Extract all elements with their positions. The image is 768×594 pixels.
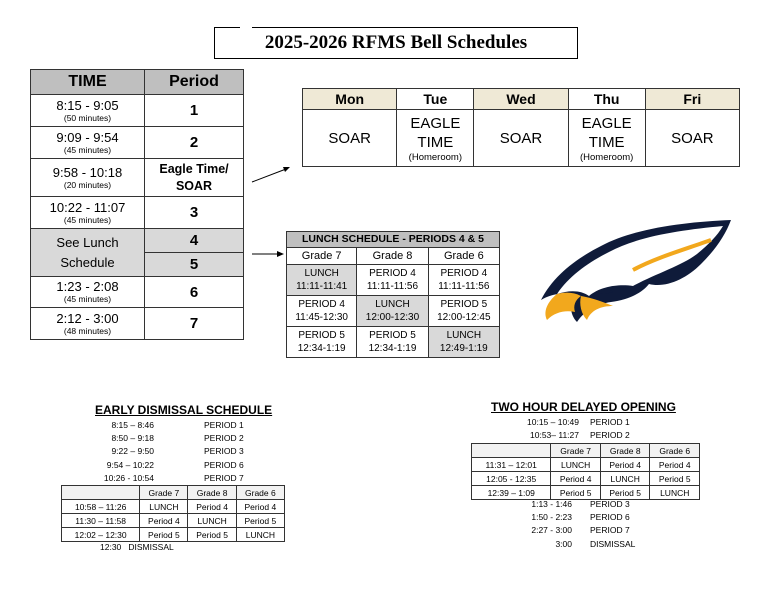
- delayed-opening-title: TWO HOUR DELAYED OPENING: [491, 400, 676, 414]
- grade-header: Grade 6: [236, 486, 284, 500]
- grade-header: Grade 8: [357, 248, 428, 265]
- period-header: Period: [145, 70, 244, 95]
- arrow-head-icon: [277, 251, 284, 257]
- list-item: 8:15 – 8:46 PERIOD 1: [111, 420, 244, 430]
- lunch-cell: LUNCH 11:11-11:41: [287, 265, 357, 296]
- early-dismissal-list: [96, 419, 244, 485]
- list-item: 10:15 – 10:49 PERIOD 1: [527, 417, 630, 427]
- lunch-table-title: LUNCH SCHEDULE - PERIODS 4 & 5: [287, 232, 500, 248]
- blank-header: [62, 486, 140, 500]
- lunch-cell: PERIOD 4 11:45-12:30: [287, 296, 357, 327]
- day-header: Fri: [645, 89, 739, 110]
- list-item: 10:53– 11:27 PERIOD 2: [530, 430, 630, 441]
- grade-header: Grade 6: [650, 444, 700, 458]
- time-cell: 8:15 - 9:05 (50 minutes): [31, 95, 145, 127]
- time-header: TIME: [31, 70, 145, 95]
- time-cell: 1:23 - 2:08 (45 minutes): [31, 277, 145, 308]
- early-dismissal-title: EARLY DISMISSAL SCHEDULE: [95, 403, 273, 417]
- grade-header: Grade 8: [188, 486, 236, 500]
- day-activity-cell: SOAR: [645, 110, 739, 167]
- period-cell: 4: [145, 229, 244, 253]
- title-border-gap: [240, 22, 252, 30]
- lunch-cell: PERIOD 4 11:11-11:56: [428, 265, 499, 296]
- lunch-cell: PERIOD 5 12:00-12:45: [428, 296, 499, 327]
- eagle-head-icon: [535, 214, 735, 326]
- period-cell: Eagle Time/ SOAR: [145, 159, 244, 197]
- lunch-cell: LUNCH 12:00-12:30: [357, 296, 428, 327]
- period-cell: 3: [145, 197, 244, 229]
- table-row: 12:02 – 12:30 Period 5 Period 5 LUNCH: [62, 528, 285, 542]
- grade-header: Grade 6: [428, 248, 499, 265]
- list-item: 9:54 – 10:22 PERIOD 6: [106, 459, 244, 470]
- table-row: 11:31 – 12:01 LUNCH Period 4 Period 4: [472, 458, 700, 472]
- table-row: 12:05 - 12:35 Period 4 LUNCH Period 5: [472, 472, 700, 486]
- day-activity-cell: SOAR: [303, 110, 397, 167]
- day-header: Thu: [568, 89, 645, 110]
- delayed-opening-lunch-table: [471, 443, 700, 500]
- grade-header: Grade 7: [140, 486, 188, 500]
- list-item: 9:22 – 9:50 PERIOD 3: [111, 446, 244, 457]
- table-row: 11:30 – 11:58 Period 4 LUNCH Period 5: [62, 514, 285, 528]
- early-dismissal-time: 12:30 DISMISSAL: [100, 542, 174, 552]
- day-activity-cell: EAGLE TIME (Homeroom): [397, 110, 474, 167]
- day-header: Tue: [397, 89, 474, 110]
- page-title: 2025-2026 RFMS Bell Schedules: [214, 27, 578, 59]
- list-item: 1:50 - 2:23 PERIOD 6: [531, 512, 630, 523]
- day-header: Wed: [474, 89, 568, 110]
- time-cell: 9:09 - 9:54 (45 minutes): [31, 127, 145, 159]
- blank-header: [472, 444, 551, 458]
- lunch-cell: PERIOD 4 11:11-11:56: [357, 265, 428, 296]
- delayed-opening-list: [505, 416, 630, 442]
- period-cell: 2: [145, 127, 244, 159]
- grade-header: Grade 8: [600, 444, 650, 458]
- delayed-opening-list-bottom: [505, 498, 635, 551]
- list-item: 3:00 DISMISSAL: [555, 538, 636, 549]
- grade-header: Grade 7: [551, 444, 601, 458]
- day-activity-cell: EAGLE TIME (Homeroom): [568, 110, 645, 167]
- list-item: 2:27 - 3:00 PERIOD 7: [531, 525, 630, 536]
- period-cell: 6: [145, 277, 244, 308]
- list-item: 1:13 - 1:46 PERIOD 3: [531, 499, 630, 509]
- period-cell: 5: [145, 253, 244, 277]
- time-cell: 9:58 - 10:18 (20 minutes): [31, 159, 145, 197]
- list-item: 8:50 – 9:18 PERIOD 2: [111, 433, 244, 444]
- period-cell: 7: [145, 308, 244, 340]
- arrow-to-week-table: [252, 169, 286, 182]
- day-activity-cell: SOAR: [474, 110, 568, 167]
- list-item: 10:26 - 10:54 PERIOD 7: [103, 472, 244, 483]
- lunch-schedule-table: [286, 231, 500, 358]
- table-row: 10:58 – 11:26 LUNCH Period 4 Period 4: [62, 500, 285, 514]
- grade-header: Grade 7: [287, 248, 357, 265]
- day-header: Mon: [303, 89, 397, 110]
- arrow-head-icon: [283, 167, 290, 172]
- lunch-cell: PERIOD 5 12:34-1:19: [287, 327, 357, 358]
- weekly-homeroom-table: [302, 88, 740, 167]
- time-cell: 2:12 - 3:00 (48 minutes): [31, 308, 145, 340]
- lunch-note-cell: See Lunch Schedule: [31, 229, 145, 277]
- period-cell: 1: [145, 95, 244, 127]
- lunch-cell: LUNCH 12:49-1:19: [428, 327, 499, 358]
- daily-time-table: [30, 69, 244, 340]
- lunch-cell: PERIOD 5 12:34-1:19: [357, 327, 428, 358]
- table-row: 12:39 – 1:09 Period 5 Period 5 LUNCH: [472, 486, 700, 500]
- early-dismissal-lunch-table: [61, 485, 285, 542]
- time-cell: 10:22 - 11:07 (45 minutes): [31, 197, 145, 229]
